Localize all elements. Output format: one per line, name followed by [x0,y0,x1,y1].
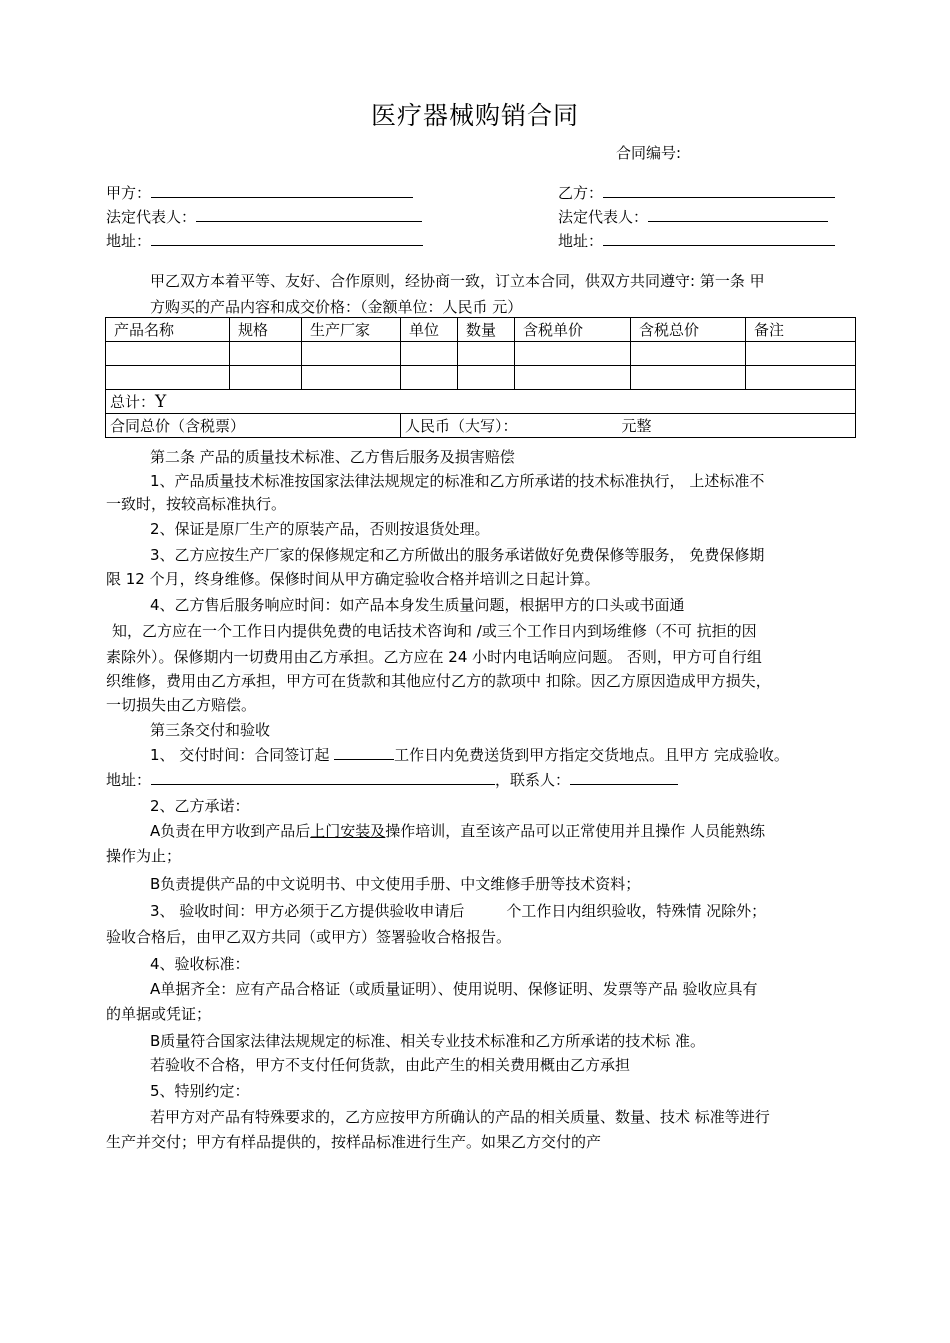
total-cell [106,390,856,414]
table-cell[interactable] [302,366,401,390]
article-2-clause-4c: 素除外）。保修期内一切费用由乙方承担。乙方应在 24 小时内电话响应问题。 否则，甲方可自行组 [106,648,762,666]
delivery-address-label: 地址： [106,771,152,789]
delivery-address-row [106,768,678,793]
commitment-a-pre: A负责在甲方收到产品后 [150,822,311,840]
table-cell[interactable] [230,342,302,366]
delivery-days-field[interactable] [334,744,394,760]
acceptance-time-row [150,900,766,921]
special-agreement-line-1: 若甲方对产品有特殊要求的，乙方应按甲方所确认的产品的相关质量、数量、技术 标准等进行 [150,1108,770,1126]
table-cell[interactable] [746,342,856,366]
table-cell[interactable] [458,366,515,390]
table-cell[interactable] [106,366,230,390]
address-a-row [106,230,423,251]
yuan-label: 元整 [621,417,652,435]
article-2-clause-3a: 3、乙方应按生产厂家的保修规定和乙方所做出的服务承诺做好免费保修等服务， 免费保修期 [150,546,765,564]
table-header-row [106,318,856,342]
commitment-a-post: 操作培训，直至该产品可以正常使用并且操作 人员能熟练 [385,822,766,840]
commitment-a-row [150,820,765,841]
article-2-clause-1b: 一致时，按较高标准执行。 [106,495,287,513]
rmb-upper-label: 人民币（大写）： [405,417,518,435]
contact-label: ，联系人： [495,771,571,789]
header-manufacturer: 生产厂家 [302,318,401,342]
article-2-clause-3b: 限 12 个月，终身维修。保修时间从甲方确定验收合格并培训之日起计算。 [106,570,600,588]
table-cell[interactable] [515,366,631,390]
acceptance-time-prefix: 3、 验收时间：甲方必须于乙方提供验收申请后 [150,902,465,920]
special-agreement-heading: 5、特别约定： [150,1082,250,1100]
total-symbol: Y [155,392,167,412]
items-table [105,317,856,438]
table-cell[interactable] [401,342,458,366]
total-label: 总计： [110,393,156,411]
address-a-label: 地址： [106,232,152,250]
header-remarks: 备注 [746,318,856,342]
article-3-heading: 第三条交付和验收 [150,721,271,739]
page-title: 医疗器械购销合同 [370,101,579,130]
address-b-row [558,230,835,251]
delivery-time-row [150,744,789,765]
article-2-clause-4b: 知，乙方应在一个工作日内提供免费的电话技术咨询和 /或三个工作日内到场维修（不可 抗拒的因 [112,622,757,640]
intro-line-2: 方购买的产品内容和成交价格：（金额单位：人民币 元） [150,298,523,316]
contract-total-label: 合同总价（含税票） [106,414,401,438]
legal-rep-b-field[interactable] [648,206,828,222]
article-2-clause-4e: 一切损失由乙方赔偿。 [106,696,257,714]
address-b-label: 地址： [558,232,604,250]
total-row [106,390,856,414]
delivery-time-prefix: 1、 交付时间：合同签订起 [150,746,335,764]
legal-rep-a-row [106,206,422,227]
article-2-clause-1a: 1、产品质量技术标准按国家法律法规规定的标准和乙方所承诺的技术标准执行， 上述标准不 [150,472,765,490]
table-cell[interactable] [458,342,515,366]
acceptance-standard-b: B质量符合国家法律法规规定的标准、相关专业技术标准和乙方所承诺的技术标 准。 [150,1032,706,1050]
article-2-clause-2: 2、保证是原厂生产的原装产品，否则按退货处理。 [150,520,490,538]
legal-rep-b-row [558,206,828,227]
commitment-heading: 2、乙方承诺： [150,797,250,815]
table-row [106,366,856,390]
table-cell[interactable] [631,342,746,366]
party-b-row [558,182,835,203]
header-total-price: 含税总价 [631,318,746,342]
delivery-time-suffix: 工作日内免费送货到甲方指定交货地点。且甲方 完成验收。 [394,746,789,764]
contract-total-value-cell [401,414,856,438]
contract-number-label: 合同编号: [616,144,682,162]
table-row [106,342,856,366]
commitment-b: B负责提供产品的中文说明书、中文使用手册、中文维修手册等技术资料； [150,875,641,893]
party-a-label: 甲方： [106,184,152,202]
party-b-label: 乙方： [558,184,604,202]
table-cell[interactable] [106,342,230,366]
table-cell[interactable] [230,366,302,390]
special-agreement-line-2: 生产并交付；甲方有样品提供的，按样品标准进行生产。如果乙方交付的产 [106,1133,602,1151]
table-cell[interactable] [631,366,746,390]
legal-rep-b-label: 法定代表人： [558,208,649,226]
table-cell[interactable] [515,342,631,366]
table-cell[interactable] [401,366,458,390]
table-cell[interactable] [746,366,856,390]
address-b-field[interactable] [603,230,835,246]
article-2-clause-4d: 织维修，费用由乙方承担，甲方可在货款和其他应付乙方的款项中 扣除。因乙方原因造成甲方损失， [106,672,771,690]
header-unit-price: 含税单价 [515,318,631,342]
party-b-field[interactable] [603,182,835,198]
acceptance-time-continued: 验收合格后，由甲乙双方共同（或甲方）签署验收合格报告。 [106,928,512,946]
header-quantity: 数量 [458,318,515,342]
legal-rep-a-field[interactable] [196,206,422,222]
contract-total-row [106,414,856,438]
intro-line-1: 甲乙双方本着平等、友好、合作原则，经协商一致，订立本合同，供双方共同遵守: 第一条 甲 [150,272,765,290]
table-cell[interactable] [302,342,401,366]
header-product-name: 产品名称 [106,318,230,342]
article-2-clause-4a: 4、乙方售后服务响应时间：如产品本身发生质量问题，根据甲方的口头或书面通 [150,596,685,614]
article-2-heading: 第二条 产品的质量技术标准、乙方售后服务及损害赔偿 [150,448,515,466]
acceptance-standard-a-continued: 的单据或凭证； [106,1005,212,1023]
commitment-a-underlined: 上门安装及 [310,822,386,840]
contact-field[interactable] [570,769,678,785]
party-a-field[interactable] [151,182,413,198]
acceptance-failure-clause: 若验收不合格，甲方不支付任何货款，由此产生的相关费用概由乙方承担 [150,1056,631,1074]
delivery-address-field[interactable] [151,769,495,785]
acceptance-standard-a: A单据齐全：应有产品合格证（或质量证明）、使用说明、保修证明、发票等产品 验收应具有 [150,980,758,998]
header-spec: 规格 [230,318,302,342]
party-a-row [106,182,413,203]
address-a-field[interactable] [151,230,423,246]
commitment-a-continued: 操作为止； [106,847,182,865]
legal-rep-a-label: 法定代表人： [106,208,197,226]
header-unit: 单位 [401,318,458,342]
acceptance-time-suffix: 个工作日内组织验收，特殊情 况除外； [506,902,767,920]
acceptance-standard-heading: 4、验收标准： [150,955,250,973]
